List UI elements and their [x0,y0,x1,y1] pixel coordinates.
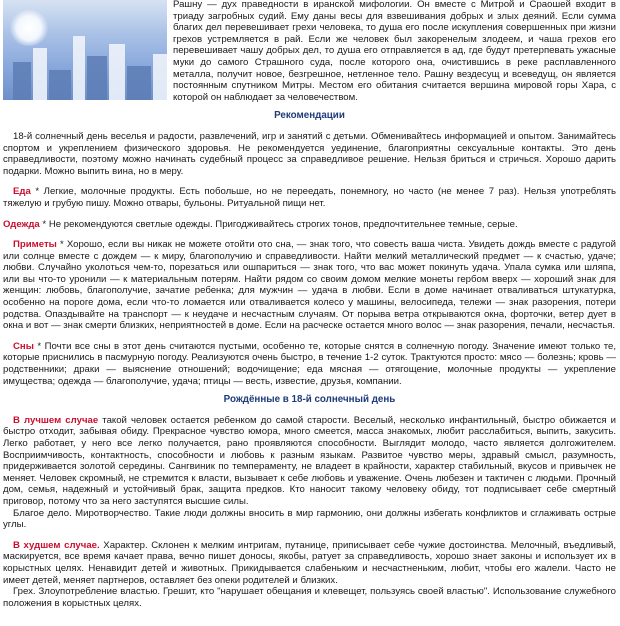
building [127,66,151,100]
dreams-text: Почти все сны в этот день считаются пустыми, особенно те, которые снятся в солнечную погоду. Значение имеют только те, которые приснились в пасмурную погоду. Реализуются очень быстро, в течение 1-2 суток. Трактуются просто: мясо — болезнь; кровь — родственники; драки — выяснение отношений; водочищение; еда мясная — отягощение, молочные продукты — укрепление имущества; одежда — благополучие, удача; птицы — весть, известие, друзья, компании. [3,340,616,387]
food-label: Еда [13,186,31,198]
worst-case-paragraph [3,540,616,586]
food-paragraph [3,186,616,209]
building [33,48,47,100]
food-star: * [30,186,44,198]
building [153,54,167,100]
best-case-text: такой человек остается ребенком до самой старости. Веселый, несколько инфантильный, быстро обижается и быстро отходит, забывая обиду. Прекрасное чувство юмора, много смеется, масса знакомых, любит расслабиться, выпить, закусить. Легко работает, у него все легко получается, рано проявляются способности. Выглядит молодо, часто является долгожителем. Восприимчивость, контактность, способности и любовь к разным языкам. Развитое чувство меры, здравый смысл, разумность, придерживается золотой середины. Сангвиник по темпераменту, не владеет в крайности, характер стабильный, вкусов и привычек не меняет. Человек скромный, не стремится к власти, вызывает к себе любовь и уважение. Очень любезен и тактичен с людьми. Прочный дом, семья, надежный и устойчивый брак, защита предков. Кто наносит такому человеку обиду, тот подписывает себе смертный приговор, потому что за него заступятся высшие силы. [3,414,616,507]
best-case-label: В лучшем случае [13,414,99,426]
omens-text: Хорошо, если вы никак не можете отойти ото сна, — знак того, что совесть ваша чиста. Увидеть дождь вместе с радугой или солнце вместе с дождем — к миру, благополучию и справедливости. Найти мелкий металлический предмет — к счастью, удаче; любви. Случайно уколоться чем-то, порезаться или ошпариться — знак того, что вас может покинуть удача. Упала сумка или шляпа, или вы что-то уронили — к материальным потерям. Найти рядом со своим домом мелкие монеты гербом вверх — хороший знак для женщин: любовь, благополучие, зачатие ребенка; для мужчин — удача в любви. Если в доме начинает отваливаться штукатурка, особенно на пороге дома, если что-то ломается или отваливается колесо у машины, велосипеда, тележи — знак разорения, потери родства. Опаздывайте на транспорт — к неудаче и несчастным случаям. От порыва ветра открываются окна, форточки, ветер дует в окна и вот — знак смерти близких, неприятностей в доме. Если на расческе остается много волос — знак разорения, печали, несчастья. [3,239,616,332]
worst-case-label: В худшем случае. [13,539,100,551]
dreams-star: * [33,340,45,352]
omens-label: Приметы [13,239,57,251]
food-text: Легкие, молочные продукты. Есть побольше, но не переедать, понемногу, но часто (не менее 7 раз). Нельзя употреблять тяжелую и грубую пишу. Можно отвары, бульоны. Ритуальной пищи нет. [3,186,616,209]
building [87,56,107,100]
clothes-star: * [39,218,49,230]
best-case-paragraph [3,415,616,508]
building [73,36,85,100]
omens-star: * [56,239,67,251]
worst-case-text: Характер. Склонен к мелким интригам, путанице, приписывает себе чужие достоинства. Мелочный, въедливый, маскируется, все время качает права, вечно пишет доносы, якобы, ратует за справедливость, хорошо знает законы и использует их в корыстных целях. Ненавидит детей и животных. Прикидывается слабеньким и несчастненьким, любит, чтобы его жалели. Часто не имеет детей, меняет партнеров, оставляет без опеки родителей и близких. [3,539,616,586]
best-case-extra: Благое дело. Миротворчество. Такие люди должны вносить в мир гармонию, они должны избегать конфликтов и сглаживать острые углы. [3,507,616,531]
worst-case-extra: Грех. Злоупотребление властью. Грешит, кто "нарушает обещания и клевещет, пользуясь своей властью". Использование служебного положения в корыстных целях. [3,586,616,609]
intro-text: Рашну — дух праведности в иранской мифологии. Он вместе с Митрой и Сраошей входит в триаду загробных судий. Ему даны весы для взвешивания добрых и злых деяний. Если сумма благих дел перевешивает грехи человека, то душа его после искупления совершенных при жизни грехов устремляется в рай. Если же человек был закоренелым злодеем, и чаша грехов его перевешивает чашу добрых дел, то душа его отправляется в ад, где будут претерпевать ужасные муки до самого Страшного суда, после которого она, очистившись в реке расплавленного металла, получит новое, безгрешное, нетленное тело. Рашну вездесущ и всеведущ, он является постоянным спутником Митры. Местом его обитания считается вершина мировой горы Хара, с которой он наблюдает за человечеством. [173,0,616,103]
dreams-label: Сны [13,340,34,352]
born-heading: Рождённые в 18-й солнечный день [223,394,396,406]
clothes-label: Одежда [3,218,40,230]
recommendations-heading: Рекомендации [274,110,345,122]
omens-paragraph [3,239,616,332]
sun-glare [9,10,49,46]
recommendations-text: 18-й солнечный день веселья и радости, развлечений, игр и занятий с детьми. Обменивайтесь информацией и опытом. Занимайтесь спортом и укреплением физического здоровья. Не рекомендуется уединение, благоприятны сексуальные контакты. Это день справедливости, поэтому можно начинать судебный процесс за справедливое решение. Нельзя бриться и стричься. Хорошо дарить подарки. Можно выпить вина, но в меру. [3,130,616,177]
dreams-paragraph [3,341,616,387]
building [49,70,71,100]
building [13,62,31,100]
building [109,44,125,100]
clothes-text: Не рекомендуются светлые одежды. Пригодживайтесь строгих тонов, предпочтительнее темные, серые. [48,218,518,230]
clothes-paragraph [3,219,616,231]
city-photo [3,0,167,100]
intro-section [3,0,616,103]
